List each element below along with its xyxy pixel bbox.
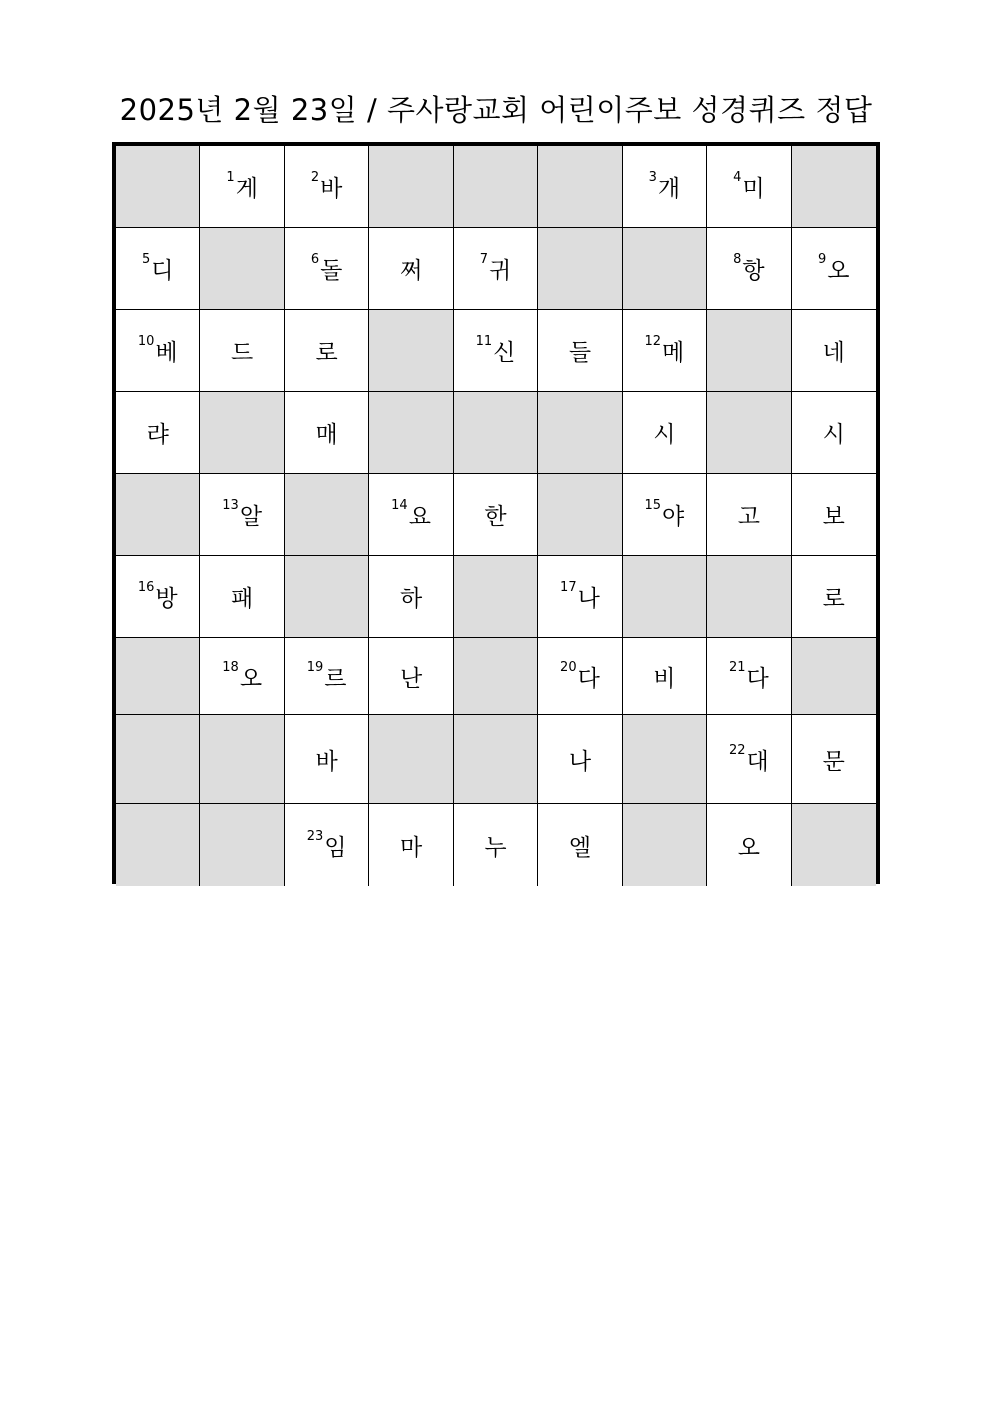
grid-cell <box>454 804 538 886</box>
grid-cell <box>707 228 791 310</box>
grid-cell-blocked <box>116 638 200 715</box>
clue-number: 13 <box>222 498 239 513</box>
clue-number: 18 <box>222 659 239 675</box>
grid-cell-blocked <box>623 228 707 310</box>
grid-cell <box>538 715 622 804</box>
answer-letter: 쩌 <box>399 258 423 284</box>
answer-letter: 개 <box>657 176 681 202</box>
grid-cell-blocked <box>116 715 200 804</box>
grid-cell-blocked <box>707 392 791 474</box>
grid-cell <box>538 638 622 715</box>
grid-cell-blocked <box>623 556 707 638</box>
answer-letter: 시 <box>653 422 676 448</box>
grid-cell <box>538 310 622 392</box>
grid-cell <box>200 146 284 228</box>
answer-letter: 메 <box>662 340 685 366</box>
grid-cell <box>369 228 453 310</box>
grid-cell-blocked <box>538 392 622 474</box>
answer-letter: 패 <box>231 586 254 612</box>
grid-cell <box>707 146 791 228</box>
answer-letter: 로 <box>822 586 845 612</box>
answer-letter: 돌 <box>320 258 343 284</box>
grid-cell <box>285 392 369 474</box>
answer-letter: 방 <box>155 586 178 612</box>
answer-letter: 오 <box>827 258 850 284</box>
answer-letter: 베 <box>155 340 178 366</box>
answer-letter: 드 <box>231 340 254 366</box>
grid-cell <box>707 804 791 886</box>
grid-cell <box>792 392 876 474</box>
grid-cell-blocked <box>538 474 622 556</box>
grid-cell <box>454 228 538 310</box>
grid-cell-blocked <box>369 392 453 474</box>
clue-number: 5 <box>141 252 151 267</box>
grid-cell <box>285 715 369 804</box>
clue-number: 14 <box>391 498 408 513</box>
grid-cell-blocked <box>538 228 622 310</box>
grid-cell-blocked <box>369 715 453 804</box>
answer-letter: 하 <box>399 586 423 612</box>
clue-number: 9 <box>818 252 827 267</box>
answer-letter: 임 <box>324 834 347 861</box>
grid-cell <box>538 556 622 638</box>
grid-cell <box>707 638 791 715</box>
grid-cell-blocked <box>707 556 791 638</box>
grid-cell-blocked <box>454 146 538 228</box>
clue-number: 3 <box>648 170 657 185</box>
answer-letter: 귀 <box>489 258 512 284</box>
clue-number: 1 <box>226 170 235 185</box>
answer-letter: 고 <box>737 504 760 530</box>
grid-cell <box>454 474 538 556</box>
grid-cell <box>792 474 876 556</box>
clue-number: 19 <box>306 659 324 675</box>
answer-letter: 문 <box>822 748 845 775</box>
answer-letter: 다 <box>746 665 769 692</box>
answer-letter: 르 <box>324 665 347 692</box>
grid-cell <box>707 474 791 556</box>
grid-cell-blocked <box>116 804 200 886</box>
answer-letter: 다 <box>577 665 600 692</box>
clue-number: 16 <box>137 580 155 595</box>
answer-letter: 네 <box>822 340 845 366</box>
grid-cell-blocked <box>116 474 200 556</box>
answer-letter: 누 <box>484 834 507 861</box>
clue-number: 4 <box>733 170 742 185</box>
answer-letter: 대 <box>746 748 769 775</box>
grid-cell-blocked <box>369 310 453 392</box>
grid-cell-blocked <box>454 392 538 474</box>
grid-cell <box>707 715 791 804</box>
answer-letter: 비 <box>653 665 676 692</box>
grid-cell-blocked <box>538 146 622 228</box>
grid-cell <box>792 715 876 804</box>
clue-number: 11 <box>475 334 493 349</box>
grid-cell <box>200 556 284 638</box>
grid-cell <box>285 638 369 715</box>
grid-cell <box>116 392 200 474</box>
answer-letter: 랴 <box>146 422 169 448</box>
answer-letter: 한 <box>484 504 507 530</box>
clue-number: 7 <box>479 252 489 267</box>
grid-cell <box>116 556 200 638</box>
answer-letter: 보 <box>822 504 845 530</box>
clue-number: 6 <box>310 252 320 267</box>
grid-cell <box>369 474 453 556</box>
answer-letter: 신 <box>493 340 516 366</box>
grid-cell-blocked <box>116 146 200 228</box>
grid-cell <box>792 228 876 310</box>
answer-letter: 시 <box>822 422 845 448</box>
grid-cell-blocked <box>792 804 876 886</box>
grid-cell-blocked <box>285 556 369 638</box>
grid-cell <box>285 804 369 886</box>
answer-letter: 게 <box>235 176 258 202</box>
grid-cell <box>538 804 622 886</box>
grid-cell-blocked <box>200 228 284 310</box>
grid-cell <box>116 310 200 392</box>
answer-letter: 난 <box>399 665 423 692</box>
answer-letter: 로 <box>315 340 338 366</box>
grid-cell <box>285 146 369 228</box>
grid-cell-blocked <box>285 474 369 556</box>
grid-cell-blocked <box>792 146 876 228</box>
answer-letter: 알 <box>239 504 263 530</box>
grid-cell-blocked <box>200 804 284 886</box>
grid-cell-blocked <box>707 310 791 392</box>
grid-cell-blocked <box>792 638 876 715</box>
grid-cell <box>623 310 707 392</box>
answer-letter: 야 <box>662 504 685 530</box>
answer-letter: 들 <box>568 340 592 366</box>
clue-number: 22 <box>728 742 746 758</box>
answer-letter: 마 <box>399 834 423 861</box>
answer-letter: 오 <box>737 834 760 861</box>
clue-number: 21 <box>728 659 746 675</box>
grid-cell-blocked <box>454 715 538 804</box>
grid-cell <box>116 228 200 310</box>
grid-cell <box>285 228 369 310</box>
answer-letter: 오 <box>239 665 263 692</box>
answer-letter: 매 <box>315 422 338 448</box>
answer-letter: 바 <box>315 748 338 775</box>
grid-cell-blocked <box>454 556 538 638</box>
answer-letter: 나 <box>568 748 592 775</box>
grid-cell <box>623 392 707 474</box>
grid-cell <box>792 556 876 638</box>
clue-number: 15 <box>644 498 662 513</box>
grid-cell <box>792 310 876 392</box>
clue-number: 20 <box>560 659 577 675</box>
grid-cell <box>200 638 284 715</box>
clue-number: 8 <box>733 252 742 267</box>
crossword-answer-grid <box>112 142 880 884</box>
clue-number: 17 <box>560 580 577 595</box>
clue-number: 10 <box>137 334 155 349</box>
grid-cell <box>369 638 453 715</box>
grid-cell <box>623 474 707 556</box>
answer-letter: 요 <box>408 504 431 530</box>
answer-letter: 미 <box>742 176 765 202</box>
grid-cell <box>285 310 369 392</box>
grid-cell-blocked <box>200 715 284 804</box>
grid-cell <box>200 310 284 392</box>
clue-number: 23 <box>306 828 324 844</box>
grid-cell <box>200 474 284 556</box>
grid-cell <box>369 804 453 886</box>
grid-cell <box>623 638 707 715</box>
grid-cell-blocked <box>369 146 453 228</box>
grid-cell-blocked <box>454 638 538 715</box>
answer-letter: 나 <box>577 586 600 612</box>
grid-cell-blocked <box>623 804 707 886</box>
answer-letter: 바 <box>320 176 343 202</box>
grid-cell-blocked <box>200 392 284 474</box>
answer-letter: 항 <box>742 258 765 284</box>
answer-letter: 디 <box>151 258 174 284</box>
grid-cell-blocked <box>623 715 707 804</box>
grid-cell <box>623 146 707 228</box>
grid-cell <box>369 556 453 638</box>
clue-number: 2 <box>310 170 320 185</box>
page-title: 2025년 2월 23일 / 주사랑교회 어린이주보 성경퀴즈 정답 <box>119 93 873 127</box>
answer-letter: 엘 <box>568 834 592 861</box>
grid-cell <box>454 310 538 392</box>
clue-number: 12 <box>644 334 662 349</box>
